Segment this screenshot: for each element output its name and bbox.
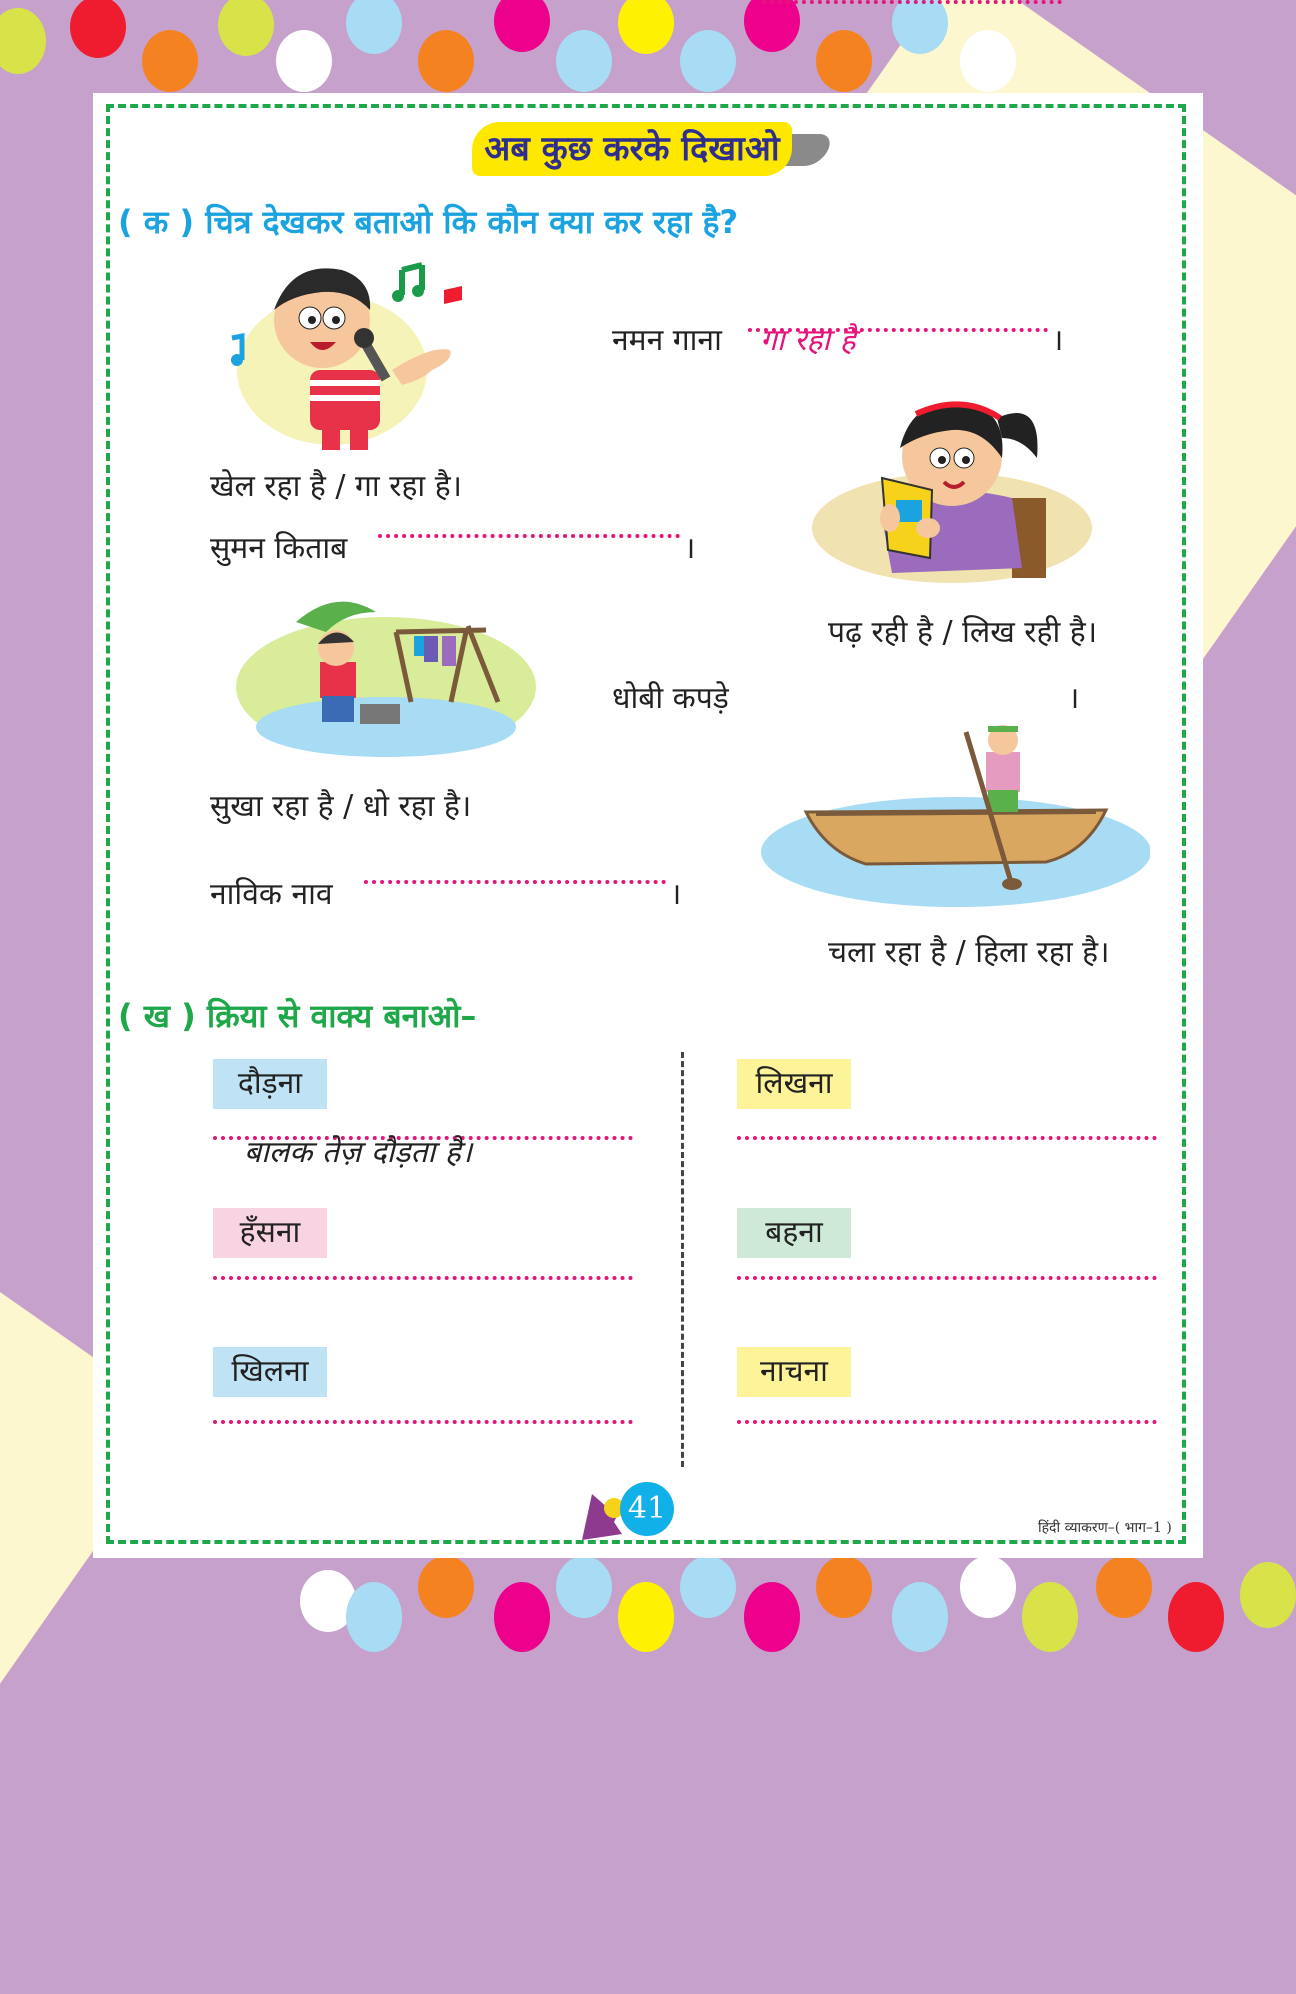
sentence-line-bahna[interactable] — [737, 1276, 1157, 1280]
sentence-end: । — [1068, 681, 1080, 716]
answer-daudna: बालक तेज़ दौड़ता है। — [244, 1135, 473, 1170]
prompt-naman: नमन गाना — [612, 323, 722, 358]
washerman-illustration — [236, 592, 536, 762]
sentence-end: । — [684, 531, 696, 566]
section-a-heading: ( क ) चित्र देखकर बताओ कि कौन क्या कर रहा है? — [118, 203, 739, 241]
prompt-suman: सुमन किताब — [210, 531, 348, 566]
verb-nachna: नाचना — [737, 1347, 851, 1397]
reading-girl-illustration — [812, 378, 1094, 588]
options-suman: पढ़ रही है / लिख रही है। — [828, 615, 1098, 650]
verb-hansna: हँसना — [213, 1208, 327, 1258]
sentence-end: । — [670, 877, 682, 912]
sentence-line-khilna[interactable] — [213, 1420, 633, 1424]
options-navik: चला रहा है / हिला रहा है। — [828, 935, 1110, 970]
answer-naman: गा रहा है — [760, 323, 856, 358]
verb-khilna: खिलना — [213, 1347, 327, 1397]
sentence-line-hansna[interactable] — [213, 1276, 633, 1280]
verb-likhna: लिखना — [737, 1059, 851, 1109]
verb-bahna: बहना — [737, 1208, 851, 1258]
options-dhobi: सुखा रहा है / धो रहा है। — [210, 789, 472, 824]
answer-line-dhobi[interactable] — [762, 0, 1062, 4]
singing-boy-illustration — [222, 250, 502, 450]
answer-line-navik[interactable] — [364, 880, 666, 884]
prompt-navik: नाविक नाव — [210, 877, 333, 912]
section-b-heading: ( ख ) क्रिया से वाक्य बनाओ– — [118, 997, 477, 1035]
verb-daudna: दौड़ना — [213, 1059, 327, 1109]
page-number: 41 — [620, 1482, 674, 1536]
answer-line-suman[interactable] — [378, 534, 680, 538]
column-divider — [681, 1052, 684, 1467]
sentence-end: । — [1052, 323, 1064, 358]
boatman-illustration — [756, 722, 1150, 912]
options-naman: खेल रहा है / गा रहा है। — [210, 469, 463, 504]
page-title: अब कुछ करके दिखाओ — [484, 129, 780, 169]
sentence-line-nachna[interactable] — [737, 1420, 1157, 1424]
footer-book-title: हिंदी व्याकरण–( भाग–1 ) — [1038, 1520, 1172, 1536]
sentence-line-likhna[interactable] — [737, 1136, 1157, 1140]
prompt-dhobi: धोबी कपड़े — [612, 681, 729, 716]
